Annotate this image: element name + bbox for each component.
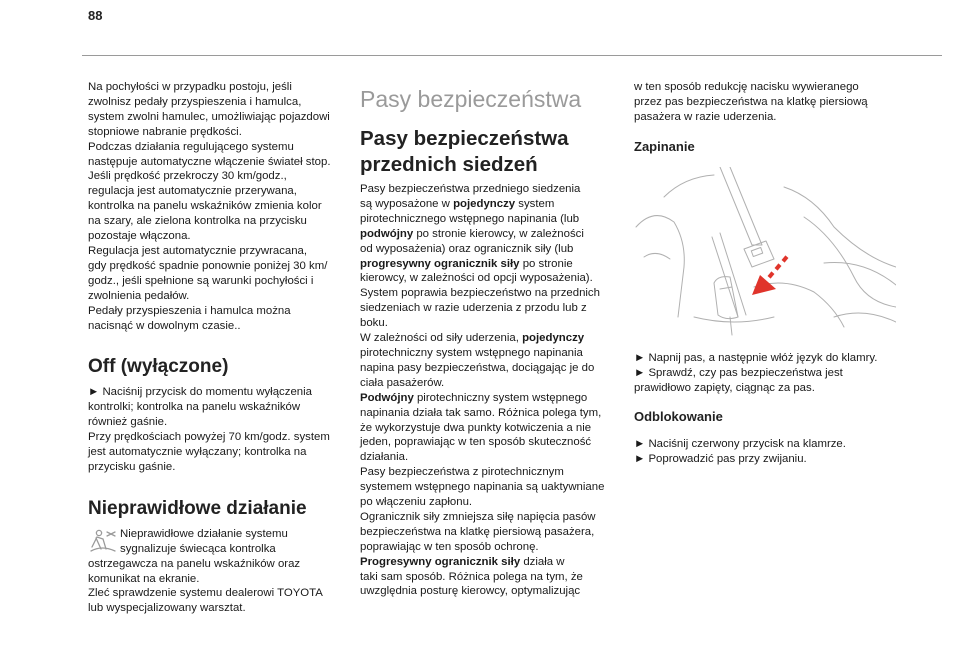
text-line xyxy=(360,257,622,272)
text-line: przez pas bezpieczeństwa na klatkę piersiową xyxy=(634,95,868,108)
text-line xyxy=(360,242,622,257)
text-line xyxy=(360,406,622,421)
text-span: Pasy bezpieczeństwa z pirotechnicznym xyxy=(360,466,564,479)
column-left xyxy=(88,80,350,616)
text-bold: Progresywny ogranicznik siły xyxy=(360,555,521,568)
text-line xyxy=(360,182,622,197)
text-line xyxy=(360,435,622,450)
unlock-heading: Odblokowanie xyxy=(634,409,723,425)
section-title: Pasy bezpieczeństwa xyxy=(360,86,582,112)
fasten-instructions xyxy=(634,351,896,396)
seatbelt-malfunction-warning-icon xyxy=(88,527,118,557)
text-line: w ten sposób redukcję nacisku wywieranego xyxy=(634,81,859,93)
text-line: zwolnisz pedały przyspieszenia i hamulca, xyxy=(88,95,302,108)
text-span: działa w xyxy=(520,555,565,568)
text-line: kontrolka na panelu wskaźników zmienia kolor xyxy=(88,200,322,213)
text-bold: Podwójny xyxy=(360,391,414,404)
text-line xyxy=(360,570,622,585)
text-span: po stronie kierowcy, w zależności xyxy=(413,227,584,240)
text-line: przycisku gaśnie. xyxy=(88,460,176,473)
column-middle xyxy=(360,80,622,599)
text-line: lub wyspecjalizowany warsztat. xyxy=(88,602,246,615)
text-line xyxy=(360,525,622,540)
text-line: Pedały przyspieszenia i hamulca można xyxy=(88,304,291,317)
text-line xyxy=(360,271,622,286)
text-line xyxy=(360,465,622,480)
text-span: system xyxy=(515,197,555,210)
text-line xyxy=(360,346,622,361)
text-line: Zleć sprawdzenie systemu dealerowi TOYOTA xyxy=(88,587,323,600)
text-bold: podwójny xyxy=(360,227,414,240)
text-span: Pasy bezpieczeństwa przedniego siedzenia xyxy=(360,183,581,195)
text-line xyxy=(360,584,622,599)
fasten-heading: Zapinanie xyxy=(634,138,695,154)
text-span: System poprawia bezpieczeństwo na przednich xyxy=(360,287,600,300)
text-span: boku. xyxy=(360,317,388,330)
text-line xyxy=(360,391,622,406)
text-line: jest automatycznie wyłączany; kontrolka na xyxy=(88,446,307,459)
text-line: również gaśnie. xyxy=(88,416,168,429)
text-line: na szary, ale zielona kontrolka na przycisku xyxy=(88,215,307,228)
text-span: napinania działa tak samo. Różnica polega tym, xyxy=(360,406,602,419)
text-line xyxy=(360,197,622,212)
off-heading: Off (wyłączone) xyxy=(88,356,229,378)
text-line xyxy=(360,376,622,391)
text-span: po włączeniu zapłonu. xyxy=(360,496,473,509)
text-line: zwolnienia pedałów. xyxy=(88,289,190,302)
text-span: kierowcy, w zależności od opcji wyposażenia). xyxy=(360,272,593,285)
text-bold: pojedynczy xyxy=(453,197,516,210)
text-line: regulacja jest automatycznie przerywana, xyxy=(88,185,297,198)
text-bold: pojedynczy xyxy=(522,332,585,345)
heading-line: Pasy bezpieczeństwa xyxy=(360,127,569,150)
text-line xyxy=(360,495,622,510)
off-paragraph xyxy=(88,385,350,474)
text-line: ► Naciśnij czerwony przycisk na klamrze. xyxy=(634,438,846,451)
hill-assist-paragraph xyxy=(88,80,350,333)
text-line: pasażera w razie uderzenia. xyxy=(634,110,777,123)
front-seatbelts-heading xyxy=(360,126,622,178)
text-line: sygnalizuje świecąca kontrolka xyxy=(120,542,276,555)
text-line xyxy=(360,316,622,331)
text-line: następuje automatyczne włączenie świateł stop. xyxy=(88,155,331,168)
text-line: Jeśli prędkość przekroczy 30 km/godz., xyxy=(88,170,287,183)
text-line xyxy=(360,227,622,242)
text-span: siedzeniach w razie uderzenia z przodu lub z xyxy=(360,302,587,315)
text-line xyxy=(360,212,622,227)
text-span: taki sam sposób. Różnica polega na tym, że xyxy=(360,570,583,583)
text-line: ► Poprowadzić pas przy zwijaniu. xyxy=(634,453,807,466)
text-span: systemem wstępnego napinania są uaktywniane xyxy=(360,481,605,494)
malfunction-heading: Nieprawidłowe działanie xyxy=(88,497,307,519)
text-line xyxy=(360,331,622,346)
text-line: ostrzegawcza na panelu wskaźników oraz xyxy=(88,557,301,570)
text-span: po stronie xyxy=(519,257,573,270)
text-line xyxy=(360,555,622,570)
text-line xyxy=(360,301,622,316)
text-line: Przy prędkościach powyżej 70 km/godz. system xyxy=(88,431,330,444)
unlock-instructions xyxy=(634,437,896,467)
text-span: Ogranicznik siły zmniejsza siłę napięcia pasów xyxy=(360,510,596,523)
text-span: pirotechnicznego wstępnego napinania (lub xyxy=(360,212,580,225)
text-line: gdy prędkość spadnie ponownie poniżej 30 km/ xyxy=(88,259,328,272)
text-line: komunikat na ekranie. xyxy=(88,572,200,585)
text-span: napina pasy bezpieczeństwa, dociągając je do xyxy=(360,361,595,374)
text-span: działania. xyxy=(360,451,409,464)
text-span: są wyposażone w xyxy=(360,197,454,210)
text-span: od wyposażenia) oraz ogranicznik siły (lub xyxy=(360,242,574,255)
text-span: jeden, poprawiając w ten sposób skuteczność xyxy=(360,436,592,449)
text-span: uwzględnia posturę kierowcy, optymalizując xyxy=(360,585,581,598)
text-span: pirotechniczny system wstępnego xyxy=(413,391,588,404)
text-span: poprawiając w ten sposób ochronę. xyxy=(360,540,539,553)
text-line: ► Napnij pas, a następnie włóż język do klamry. xyxy=(634,351,878,364)
text-line xyxy=(360,540,622,555)
text-line: Regulacja jest automatycznie przywracana, xyxy=(88,244,308,257)
text-line: stopniowe nabranie prędkości. xyxy=(88,125,242,138)
text-span: W zależności od siły uderzenia, xyxy=(360,332,523,345)
continuation-paragraph xyxy=(634,80,896,125)
text-span: bezpieczeństwa na klatkę piersiową pasażera, xyxy=(360,525,595,538)
text-bold: progresywny ogranicznik siły xyxy=(360,257,520,270)
text-line xyxy=(360,480,622,495)
text-line xyxy=(360,450,622,465)
text-line xyxy=(360,361,622,376)
text-line: nacisnąć w dowolnym czasie.. xyxy=(88,319,241,332)
text-line: kontrolki; kontrolka na panelu wskaźników xyxy=(88,401,301,414)
text-line xyxy=(360,421,622,436)
text-line: pozostaje włączona. xyxy=(88,230,191,243)
text-line: Nieprawidłowe działanie systemu xyxy=(120,527,288,540)
text-line: ► Naciśnij przycisk do momentu wyłączenia xyxy=(88,386,312,399)
heading-line: przednich siedzeń xyxy=(360,153,538,176)
header-rule xyxy=(82,55,942,56)
text-line: system zwolni hamulec, umożliwiając pojazdowi xyxy=(88,110,330,123)
text-span: że wykorzystuje dwa punkty kotwiczenia a nie xyxy=(360,421,592,434)
text-line xyxy=(360,286,622,301)
front-seatbelts-paragraph xyxy=(360,182,622,599)
text-line xyxy=(360,510,622,525)
page-number: 88 xyxy=(88,8,103,23)
text-line: prawidłowo zapięty, ciągnąc za pas. xyxy=(634,381,815,394)
text-line: ► Sprawdź, czy pas bezpieczeństwa jest xyxy=(634,366,843,379)
text-span: ciała pasażerów. xyxy=(360,376,445,389)
column-right xyxy=(634,80,896,467)
seatbelt-buckle-illustration xyxy=(634,167,896,339)
text-line: godz., jeśli spełnione są warunki pochyłości i xyxy=(88,274,314,287)
text-line: Na pochyłości w przypadku postoju, jeśli xyxy=(88,81,292,93)
malfunction-paragraph xyxy=(88,527,350,616)
text-span: pirotechniczny system wstępnego napinania xyxy=(360,346,583,359)
text-line: Podczas działania regulującego systemu xyxy=(88,140,294,153)
